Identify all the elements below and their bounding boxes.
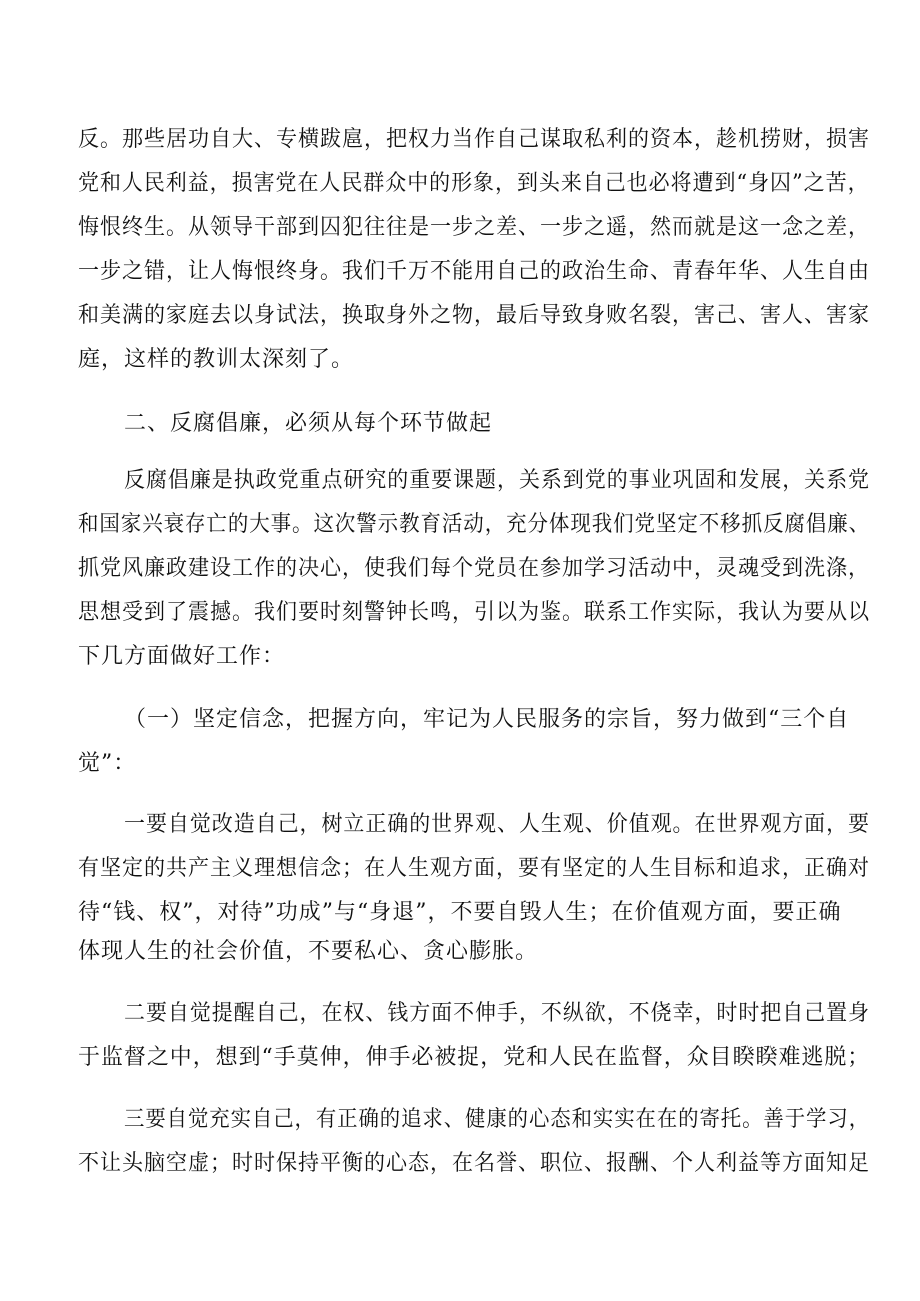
paragraph-4-line-1: 二要自觉提醒自己，在权、钱方面不伸手，不纵欲，不侥幸，时时把自己置身 bbox=[124, 1001, 871, 1026]
paragraph-5-line-2: 不让头脑空虚；时时保持平衡的心态，在名誉、职位、报酬、个人利益等方面知足 bbox=[78, 1151, 871, 1176]
paragraph-1-line-6: 庭，这样的教训太深刻了。 bbox=[78, 347, 355, 372]
paragraph-4-line-2: 于监督之中，想到“手莫伸，伸手必被捉，党和人民在监督，众目睽睽难逃脱； bbox=[78, 1045, 871, 1070]
section-heading-2: 二、反腐倡廉，必须从每个环节做起 bbox=[124, 411, 493, 436]
paragraph-3-line-4: 体现人生的社会价值，不要私心、贪心膨胀。 bbox=[78, 939, 539, 964]
paragraph-2-line-4: 思想受到了震撼。我们要时刻警钟长鸣，引以为鉴。联系工作实际，我认为要从以 bbox=[78, 600, 871, 625]
subsection-heading-1-line-2: 觉”： bbox=[78, 751, 137, 776]
paragraph-2-line-5: 下几方面做好工作： bbox=[78, 644, 286, 669]
paragraph-2-line-2: 和国家兴衰存亡的大事。这次警示教育活动，充分体现我们党坚定不移抓反腐倡廉、 bbox=[78, 512, 871, 537]
paragraph-3-line-3: 待“钱、权”，对待”功成”与“身退”，不要自毁人生；在价值观方面，要正确 bbox=[78, 900, 842, 925]
paragraph-2-line-3: 抓党风廉政建设工作的决心，使我们每个党员在参加学习活动中，灵魂受到洗涤， bbox=[78, 556, 871, 581]
paragraph-3-line-2: 有坚定的共产主义理想信念；在人生观方面，要有坚定的人生目标和追求，正确对 bbox=[78, 856, 871, 881]
paragraph-1-line-1: 反。那些居功自大、专横跋扈，把权力当作自己谋取私利的资本，趁机捞财，损害 bbox=[78, 127, 871, 152]
paragraph-1-line-4: 一步之错，让人悔恨终身。我们千万不能用自己的政治生命、青春年华、人生自由 bbox=[78, 259, 871, 284]
subsection-heading-1-line-1: （一）坚定信念，把握方向，牢记为人民服务的宗旨，努力做到“三个自 bbox=[124, 707, 850, 732]
paragraph-1-line-5: 和美满的家庭去以身试法，换取身外之物，最后导致身败名裂，害己、害人、害家 bbox=[78, 303, 871, 328]
paragraph-3-line-1: 一要自觉改造自己，树立正确的世界观、人生观、价值观。在世界观方面，要 bbox=[124, 812, 871, 837]
paragraph-5-line-1: 三要自觉充实自己，有正确的追求、健康的心态和实实在在的寄托。善于学习， bbox=[124, 1107, 871, 1132]
paragraph-1-line-2: 党和人民利益，损害党在人民群众中的形象，到头来自己也必将遭到“身囚”之苦， bbox=[78, 171, 870, 196]
paragraph-1-line-3: 悔恨终生。从领导干部到囚犯往往是一步之差、一步之遥，然而就是这一念之差， bbox=[78, 215, 871, 240]
paragraph-2-line-1: 反腐倡廉是执政党重点研究的重要课题，关系到党的事业巩固和发展，关系党 bbox=[124, 468, 871, 493]
